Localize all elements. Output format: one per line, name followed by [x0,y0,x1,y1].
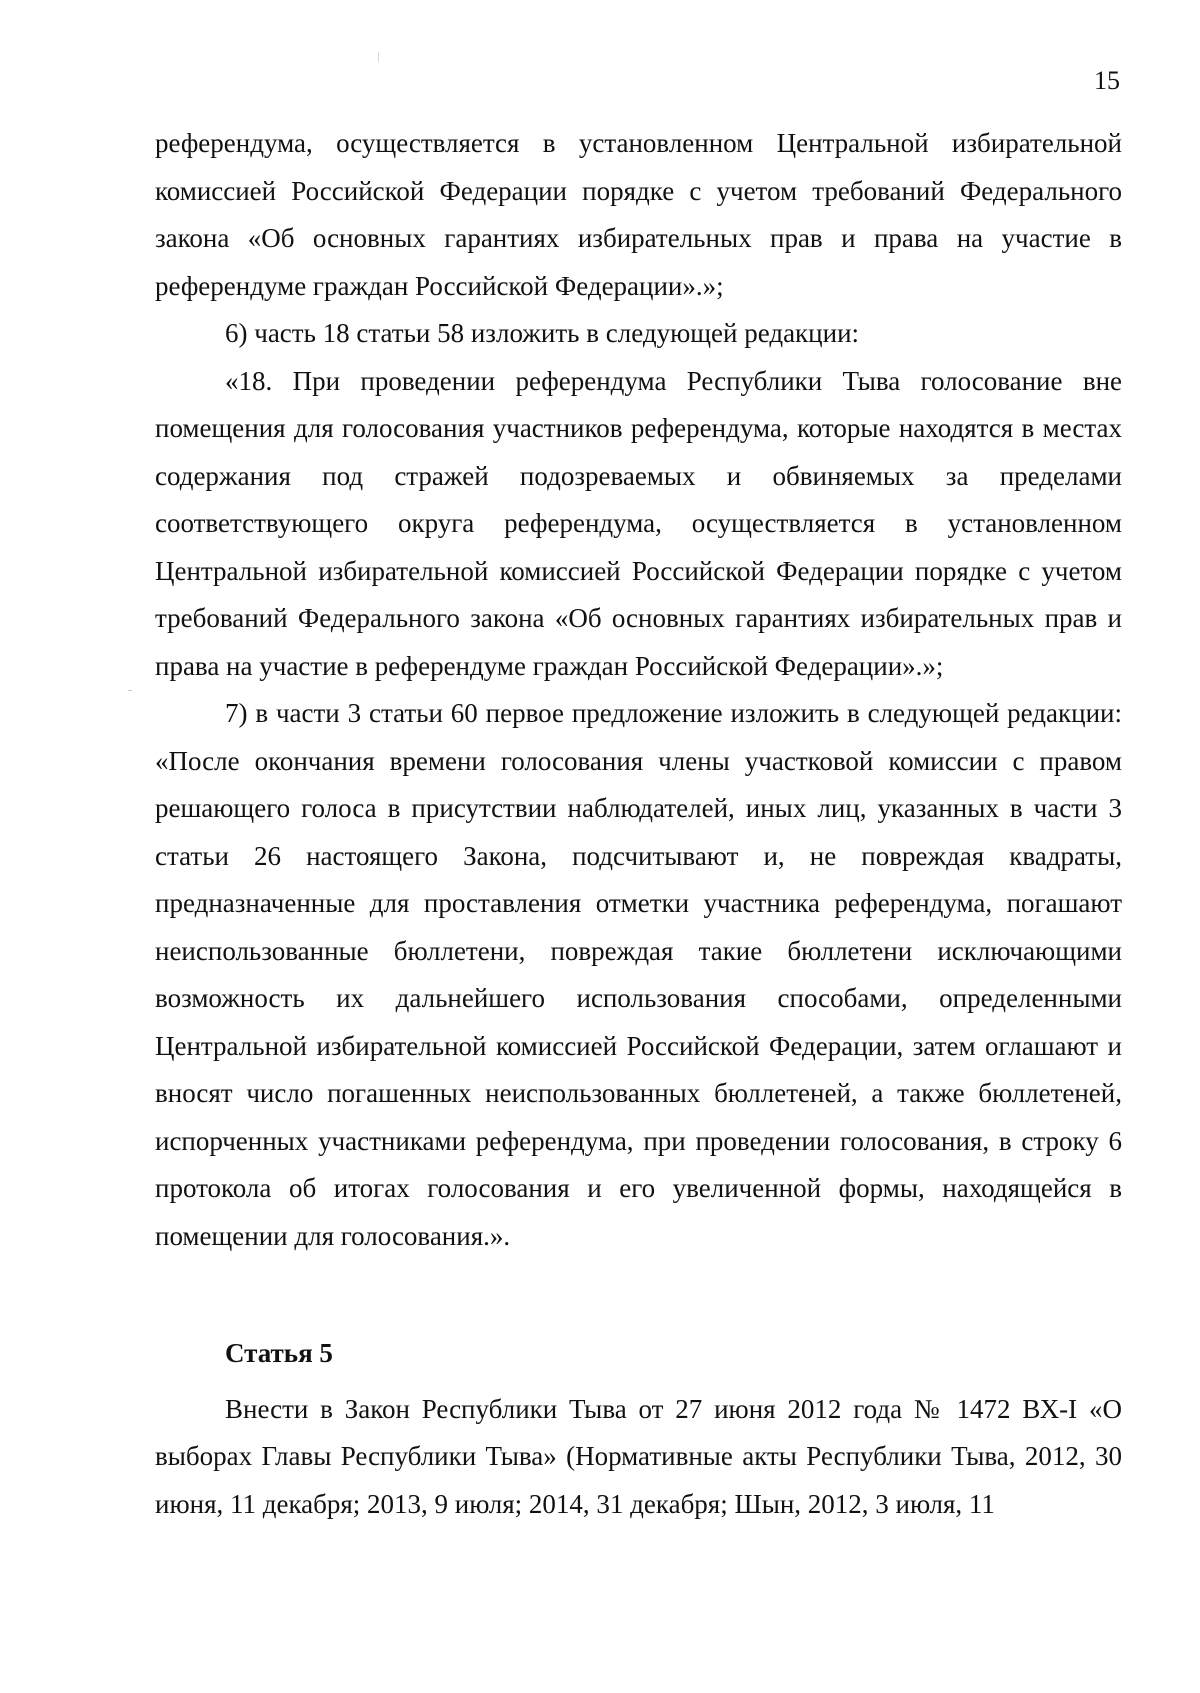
scan-artifact [128,690,132,691]
paragraph: 6) часть 18 статьи 58 изложить в следующей редакции: [225,318,860,348]
spacer [155,1378,1122,1386]
paragraph: «18. При проведении референдума Республики Тыва голосование вне помещения для голосования участников референдума, которые находятся в местах содержания под стражей подозреваемых и обвиняемых за пределами соответствующего округа референдума, осуществляется в установленном Центральной избирательной комиссией Российской Федерации порядке с учетом требований Федерального закона «Об основных гарантиях избирательных прав и права на участие в референдуме граждан Российской Федерации».»; [155,365,1122,681]
document-body [155,120,1122,1528]
paragraph: референдума, осуществляется в установленном Центральной избирательной комиссией Российской Федерации порядке с учетом требований Федерального закона «Об основных гарантиях избирательных прав и права на участие в референдуме граждан Российской Федерации».»; [155,128,1122,301]
paragraph: Внести в Закон Республики Тыва от 27 июня 2012 года № 1472 ВХ-I «О выборах Главы Республики Тыва» (Нормативные акты Республики Тыва, 2012, 30 июня, 11 декабря; 2013, 9 июля; 2014, 31 декабря; Шын, 2012, 3 июля, 11 [155,1393,1122,1519]
article-heading: Статья 5 [225,1338,333,1368]
page-number: 15 [1094,66,1120,95]
spacer [155,1260,1122,1330]
scan-artifact [378,52,379,62]
paragraph: 7) в части 3 статьи 60 первое предложение изложить в следующей редакции: «После окончания времени голосования члены участковой комиссии с правом решающего голоса в присутствии наблюдателей, иных лиц, указанных в части 3 статьи 26 настоящего Закона, подсчитывают и, не повреждая квадраты, предназначенные для проставления отметки участника референдума, погашают неиспользованные бюллетени, повреждая такие бюллетени исключающими возможность их дальнейшего использования способами, определенными Центральной избирательной комиссией Российской Федерации, затем оглашают и вносят число погашенных неиспользованных бюллетеней, а также бюллетеней, испорченных участниками референдума, при проведении голосования, в строку 6 протокола об итогах голосования и его увеличенной формы, находящейся в помещении для голосования.». [155,698,1122,1251]
